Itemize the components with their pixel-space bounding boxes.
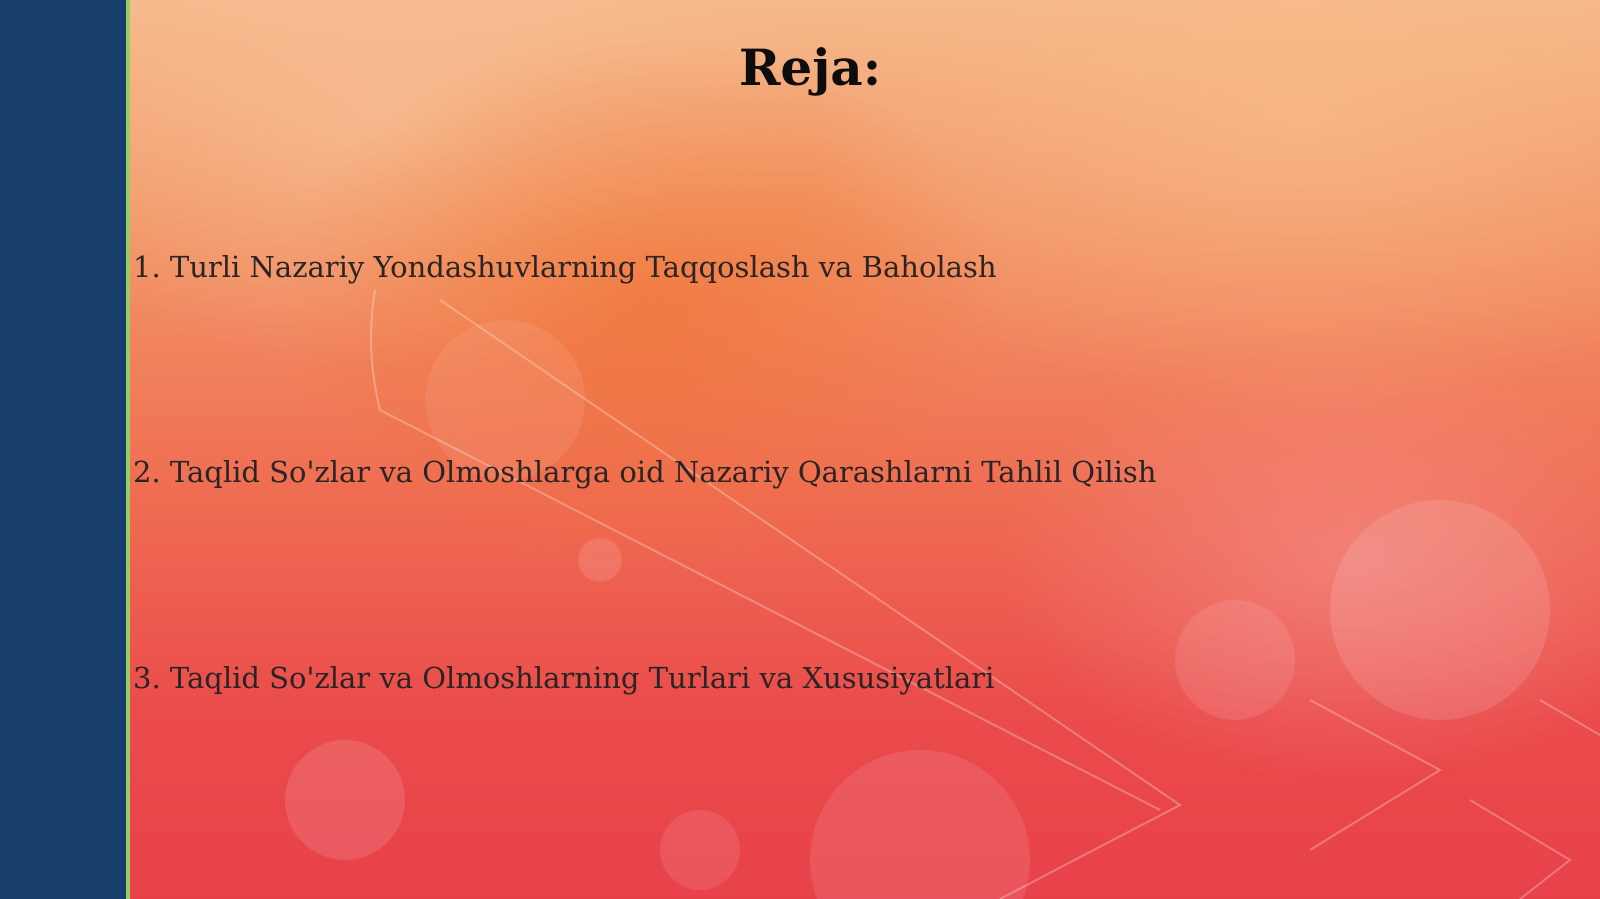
bokeh-circle (1330, 500, 1550, 720)
plan-item-2: 2. Taqlid So'zlar va Olmoshlarga oid Nazariy Qarashlarni Tahlil Qilish (133, 455, 1157, 489)
bokeh-circle (578, 538, 622, 582)
deco-chevron (1470, 800, 1570, 899)
bokeh-circle (285, 740, 405, 860)
sidebar-bar (0, 0, 126, 899)
bokeh-circle (1175, 600, 1295, 720)
slide-title: Reja: (738, 38, 882, 97)
plan-item-1: 1. Turli Nazariy Yondashuvlarning Taqqoslash va Baholash (133, 250, 997, 284)
plan-item-3: 3. Taqlid So'zlar va Olmoshlarning Turlari va Xususiyatlari (133, 661, 995, 695)
deco-chevron (1310, 700, 1440, 850)
bokeh-circle (810, 750, 1030, 899)
sidebar-accent-line (126, 0, 130, 899)
deco-chevron (1540, 700, 1600, 735)
bokeh-circle (660, 810, 740, 890)
